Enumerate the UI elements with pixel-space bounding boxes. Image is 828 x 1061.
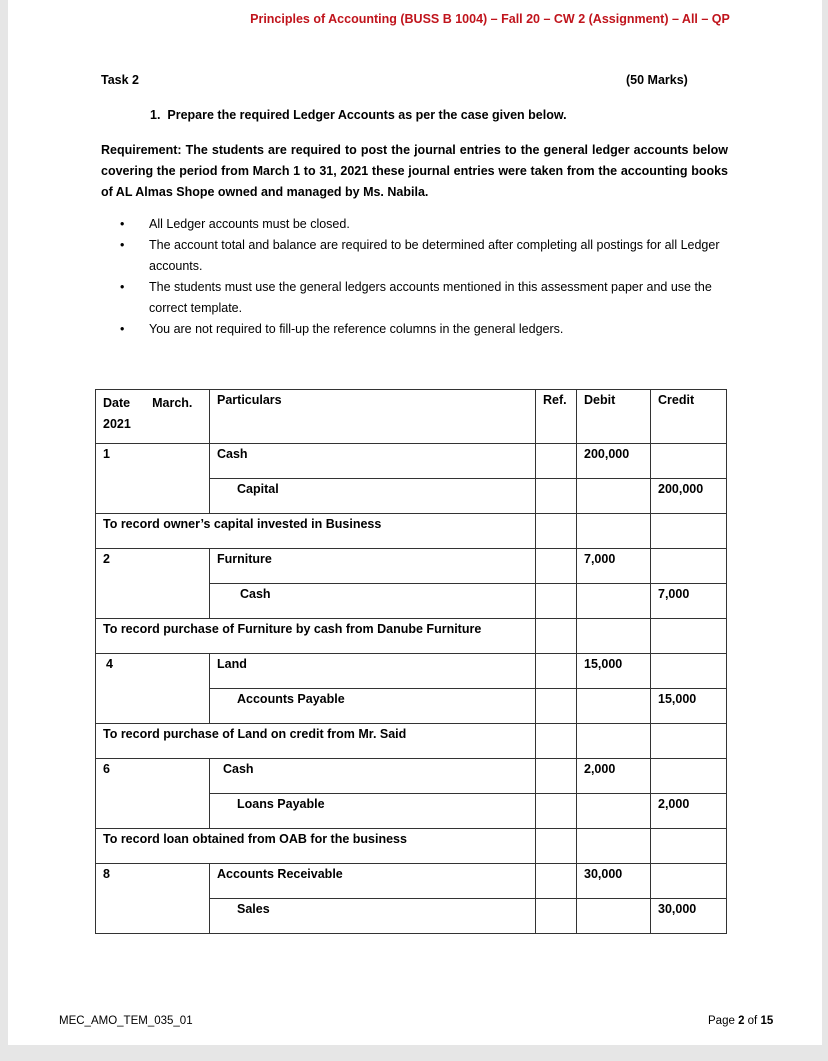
ref-cell	[536, 549, 577, 584]
credit-amount	[651, 759, 727, 794]
page-total: 15	[760, 1015, 774, 1027]
bullet-list	[120, 214, 730, 340]
narration: To record loan obtained from OAB for the business	[96, 829, 536, 864]
bullet-item	[120, 214, 730, 235]
entry-date: 4	[96, 654, 210, 724]
table-row	[96, 549, 727, 584]
table-row	[96, 864, 727, 899]
debit-amount	[577, 514, 651, 549]
particulars-header: Particulars	[210, 390, 536, 444]
entry-date: 2	[96, 549, 210, 619]
debit-amount	[577, 619, 651, 654]
table-row	[96, 654, 727, 689]
entry-date: 8	[96, 864, 210, 934]
ref-cell	[536, 794, 577, 829]
debit-account: Cash	[210, 444, 536, 479]
debit-amount	[577, 794, 651, 829]
page-header: Principles of Accounting (BUSS B 1004) – Fall 20 – CW 2 (Assignment) – All – QP	[250, 12, 730, 26]
debit-amount: 200,000	[577, 444, 651, 479]
narration-row	[96, 514, 727, 549]
debit-amount	[577, 724, 651, 759]
bullet-item	[120, 319, 730, 340]
page-of: of	[744, 1015, 761, 1027]
debit-amount: 7,000	[577, 549, 651, 584]
credit-amount: 30,000	[651, 899, 727, 934]
page-prefix: Page	[708, 1015, 739, 1027]
ref-cell	[536, 689, 577, 724]
ref-cell	[536, 829, 577, 864]
task-marks: (50 Marks)	[626, 73, 688, 87]
date-header	[96, 390, 210, 444]
bullet-icon: •	[120, 238, 125, 252]
credit-account: Accounts Payable	[210, 689, 536, 724]
narration: To record purchase of Land on credit from Mr. Said	[96, 724, 536, 759]
credit-amount	[651, 864, 727, 899]
debit-account: Furniture	[210, 549, 536, 584]
credit-amount: 7,000	[651, 584, 727, 619]
year-label: 2021	[103, 417, 131, 431]
instruction-text: Prepare the required Ledger Accounts as per the case given below.	[167, 108, 567, 122]
table-row	[96, 444, 727, 479]
ref-cell	[536, 514, 577, 549]
ref-cell	[536, 864, 577, 899]
table-row	[96, 759, 727, 794]
entry-date: 6	[96, 759, 210, 829]
credit-amount	[651, 829, 727, 864]
journal-table	[95, 389, 727, 934]
debit-header: Debit	[577, 390, 651, 444]
ref-cell	[536, 619, 577, 654]
narration-row	[96, 829, 727, 864]
document-page	[8, 0, 822, 1045]
ref-cell	[536, 724, 577, 759]
journal-header-row	[96, 390, 727, 444]
bullet-item	[120, 277, 730, 319]
bullet-icon: •	[120, 322, 125, 336]
bullet-icon: •	[120, 217, 125, 231]
ref-cell	[536, 759, 577, 794]
debit-amount	[577, 479, 651, 514]
page-current: 2	[738, 1015, 745, 1027]
debit-amount	[577, 689, 651, 724]
narration: To record owner’s capital invested in Business	[96, 514, 536, 549]
debit-amount	[577, 829, 651, 864]
debit-amount	[577, 899, 651, 934]
debit-amount: 30,000	[577, 864, 651, 899]
ref-cell	[536, 654, 577, 689]
entry-date: 1	[96, 444, 210, 514]
credit-header: Credit	[651, 390, 727, 444]
footer-code: MEC_AMO_TEM_035_01	[59, 1015, 193, 1027]
debit-amount: 2,000	[577, 759, 651, 794]
date-label: Date	[103, 396, 131, 410]
narration-row	[96, 724, 727, 759]
credit-amount	[651, 619, 727, 654]
instruction-number: 1.	[150, 108, 161, 122]
credit-amount	[651, 654, 727, 689]
credit-amount: 15,000	[651, 689, 727, 724]
bullet-item	[120, 235, 730, 277]
task-label: Task 2	[101, 73, 139, 87]
narration-row	[96, 619, 727, 654]
bullet-icon: •	[120, 280, 125, 294]
credit-amount	[651, 444, 727, 479]
bullet-text: The students must use the general ledgers accounts mentioned in this assessment paper and use the correct template.	[149, 280, 712, 315]
credit-amount: 200,000	[651, 479, 727, 514]
requirement-paragraph: Requirement: The students are required to post the journal entries to the general ledger accounts below covering the period from March 1 to 31, 2021 these journal entries were taken from the accounting books of AL Almas Shope owned and managed by Ms. Nabila.	[101, 143, 728, 199]
credit-account: Sales	[210, 899, 536, 934]
credit-amount	[651, 549, 727, 584]
credit-account: Cash	[210, 584, 536, 619]
ref-header: Ref.	[536, 390, 577, 444]
debit-account: Cash	[210, 759, 536, 794]
debit-amount	[577, 584, 651, 619]
narration: To record purchase of Furniture by cash from Danube Furniture	[96, 619, 536, 654]
page-number	[708, 1015, 773, 1027]
ref-cell	[536, 584, 577, 619]
debit-account: Land	[210, 654, 536, 689]
credit-amount	[651, 514, 727, 549]
instruction-item	[150, 108, 567, 122]
bullet-text: You are not required to fill-up the reference columns in the general ledgers.	[149, 322, 564, 336]
credit-amount: 2,000	[651, 794, 727, 829]
debit-amount: 15,000	[577, 654, 651, 689]
ref-cell	[536, 479, 577, 514]
debit-account: Accounts Receivable	[210, 864, 536, 899]
bullet-text: The account total and balance are required to be determined after completing all postings for all Ledger accounts.	[149, 238, 720, 273]
credit-account: Loans Payable	[210, 794, 536, 829]
credit-amount	[651, 724, 727, 759]
credit-account: Capital	[210, 479, 536, 514]
ref-cell	[536, 444, 577, 479]
month-label: March.	[152, 396, 193, 410]
bullet-text: All Ledger accounts must be closed.	[149, 217, 350, 231]
ref-cell	[536, 899, 577, 934]
